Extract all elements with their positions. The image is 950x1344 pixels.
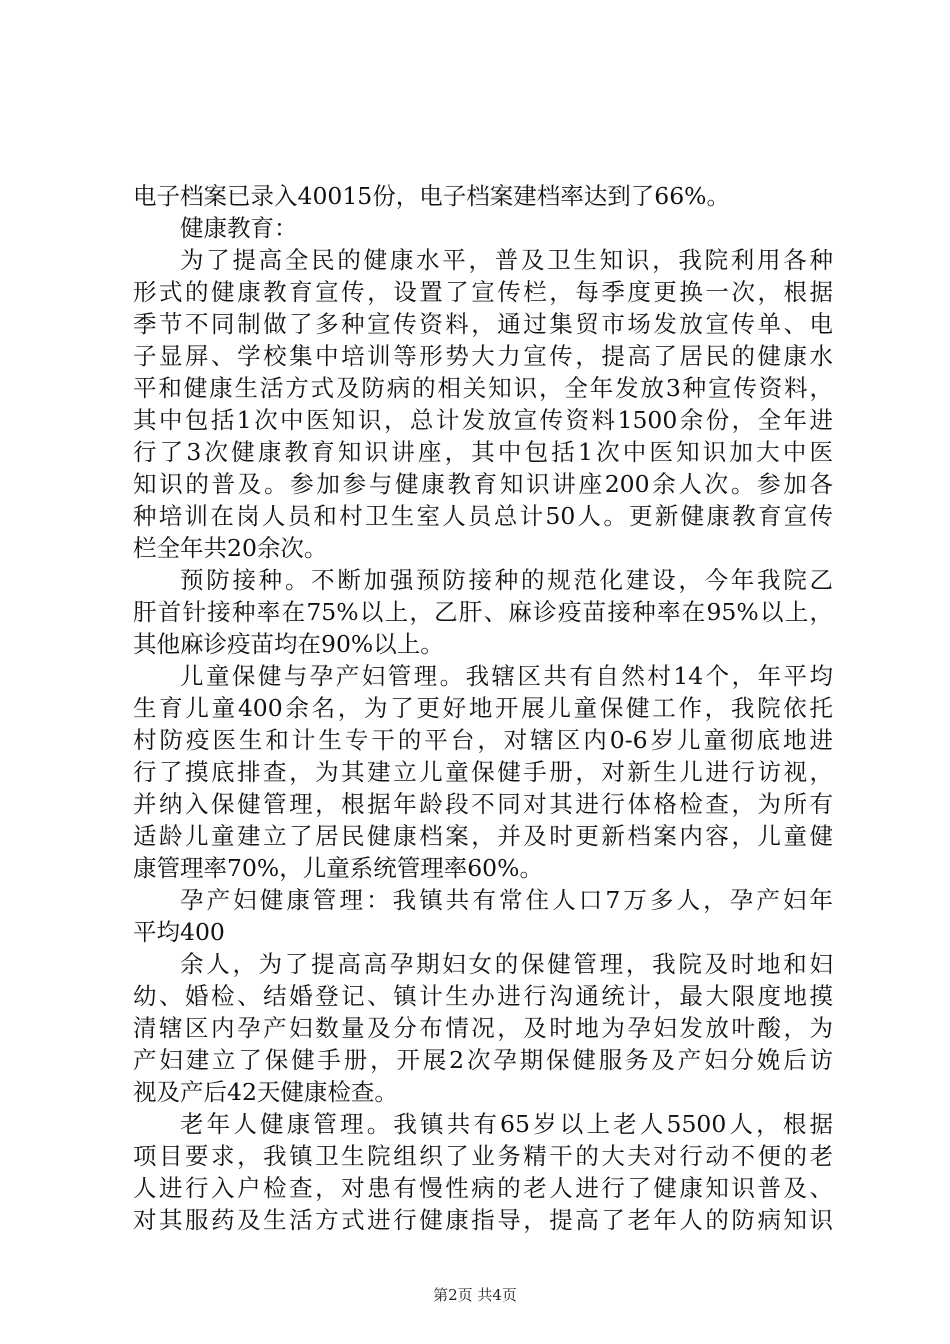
text-line: 村防疫医生和计生专干的平台，对辖区内0-6岁儿童彻底地进 xyxy=(133,726,833,754)
text-line: 人进行入户检查，对患有慢性病的老人进行了健康知识普及、 xyxy=(133,1174,833,1202)
text-line: 季节不同制做了多种宣传资料，通过集贸市场发放宣传单、电 xyxy=(133,310,833,338)
paragraph-vaccination: 预防接种。不断加强预防接种的规范化建设，今年我院乙 xyxy=(180,566,833,594)
text-line: 余人，为了提高高孕期妇女的保健管理，我院及时地和妇 xyxy=(180,950,833,978)
text-line: 种培训在岗人员和村卫生室人员总计50人。更新健康教育宣传 xyxy=(133,502,833,530)
paragraph-elderly-health: 老年人健康管理。我镇共有65岁以上老人5500人，根据 xyxy=(180,1110,833,1138)
text-line: 栏全年共20余次。 xyxy=(133,534,328,562)
document-body xyxy=(133,180,833,1236)
text-line: 行了3次健康教育知识讲座，其中包括1次中医知识加大中医 xyxy=(133,438,833,466)
text-line: 形式的健康教育宣传，设置了宣传栏，每季度更换一次，根据 xyxy=(133,278,833,306)
text-line: 平和健康生活方式及防病的相关知识，全年发放3种宣传资料， xyxy=(133,374,833,402)
text-line: 其中包括1次中医知识，总计发放宣传资料1500余份，全年进 xyxy=(133,406,833,434)
text-line: 康管理率70%，儿童系统管理率60%。 xyxy=(133,854,543,882)
text-line: 产妇建立了保健手册，开展2次孕期保健服务及产妇分娩后访 xyxy=(133,1046,833,1074)
paragraph-maternal-health: 孕产妇健康管理：我镇共有常住人口7万多人，孕产妇年 xyxy=(180,886,833,914)
text-line: 肝首针接种率在75%以上，乙肝、麻诊疫苗接种率在95%以上， xyxy=(133,598,833,626)
text-line: 平均400 xyxy=(133,918,225,946)
text-line: 电子档案已录入40015份，电子档案建档率达到了66%。 xyxy=(133,182,730,210)
text-line: 项目要求，我镇卫生院组织了业务精干的大夫对行动不便的老 xyxy=(133,1142,833,1170)
text-line: 适龄儿童建立了居民健康档案，并及时更新档案内容，儿童健 xyxy=(133,822,833,850)
text-line: 行了摸底排查，为其建立儿童保健手册，对新生儿进行访视， xyxy=(133,758,833,786)
text-line: 清辖区内孕产妇数量及分布情况，及时地为孕妇发放叶酸，为 xyxy=(133,1014,833,1042)
text-line: 并纳入保健管理，根据年龄段不同对其进行体格检查，为所有 xyxy=(133,790,833,818)
page-number-footer: 第2页 共4页 xyxy=(433,1286,517,1304)
text-line: 对其服药及生活方式进行健康指导，提高了老年人的防病知识 xyxy=(133,1206,833,1234)
text-line: 幼、婚检、结婚登记、镇计生办进行沟通统计，最大限度地摸 xyxy=(133,982,833,1010)
section-heading-health-education: 健康教育： xyxy=(180,214,298,242)
text-line: 知识的普及。参加参与健康教育知识讲座200余人次。参加各 xyxy=(133,470,833,498)
text-line: 子显屏、学校集中培训等形势大力宣传，提高了居民的健康水 xyxy=(133,342,833,370)
text-line: 生育儿童400余名，为了更好地开展儿童保健工作，我院依托 xyxy=(133,694,833,722)
text-line: 其他麻诊疫苗均在90%以上。 xyxy=(133,630,444,658)
text-line: 视及产后42天健康检查。 xyxy=(133,1078,398,1106)
text-line: 为了提高全民的健康水平，普及卫生知识，我院利用各种 xyxy=(180,246,833,274)
paragraph-child-health: 儿童保健与孕产妇管理。我辖区共有自然村14个，年平均 xyxy=(180,662,833,690)
